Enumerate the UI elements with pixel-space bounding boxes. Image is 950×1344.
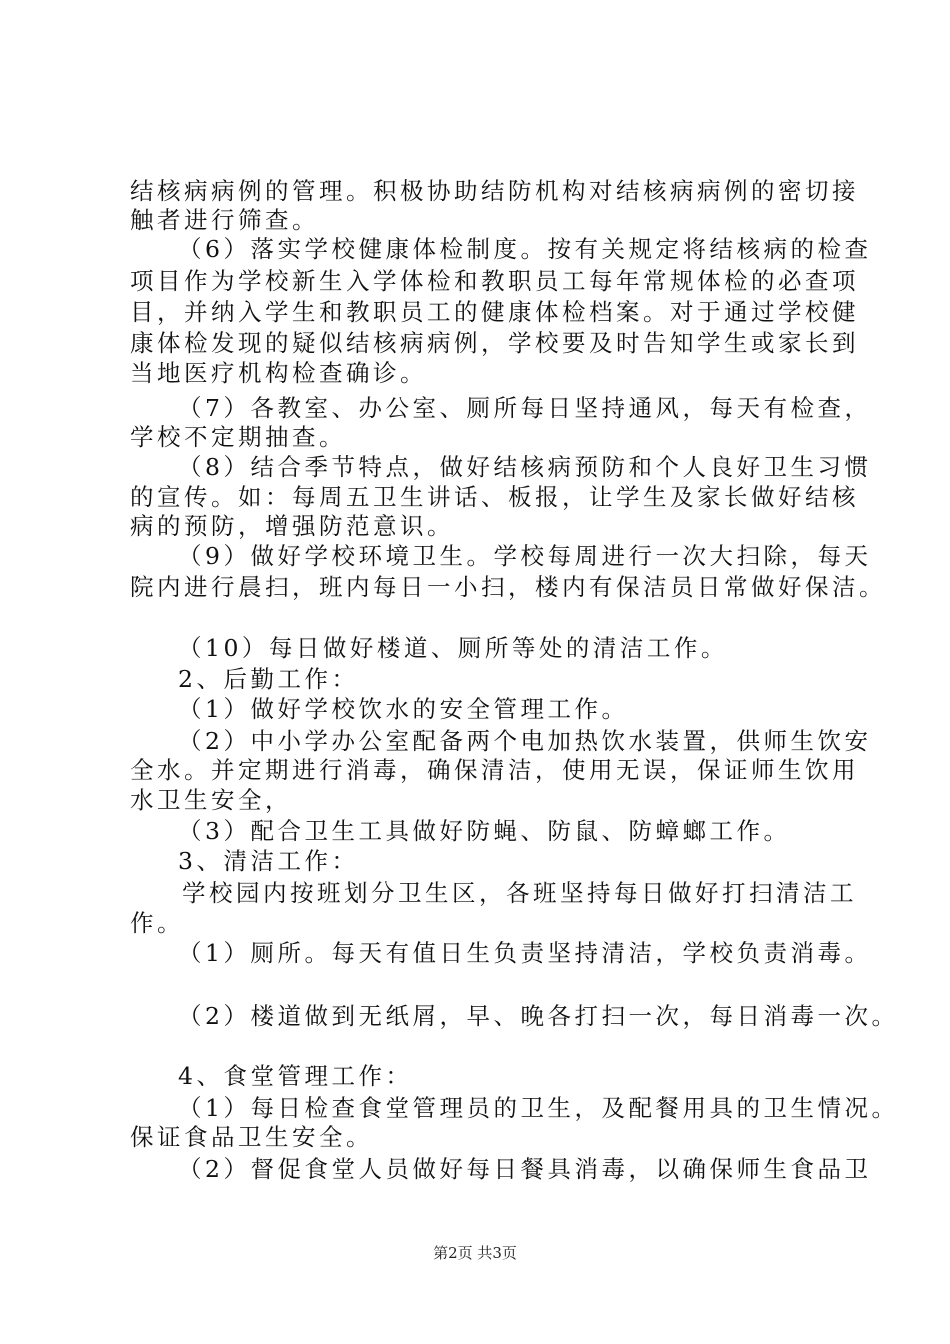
text-line: 作。 bbox=[130, 909, 184, 937]
text-line: 院内进行晨扫，班内每日一小扫，楼内有保洁员日常做好保洁。 bbox=[130, 573, 886, 601]
text-line: 水卫生安全， bbox=[130, 786, 292, 814]
text-line: （1）厕所。每天有值日生负责坚持清洁，学校负责消毒。 bbox=[178, 939, 872, 967]
text-line: 全水。并定期进行消毒，确保清洁，使用无误，保证师生饮用 bbox=[130, 756, 859, 784]
text-line: 触者进行筛查。 bbox=[130, 206, 319, 234]
text-line: 结核病病例的管理。积极协助结防机构对结核病病例的密切接 bbox=[130, 177, 859, 205]
text-line: （6）落实学校健康体检制度。按有关规定将结核病的检查 bbox=[178, 235, 872, 263]
text-line: 康体检发现的疑似结核病病例，学校要及时告知学生或家长到 bbox=[130, 329, 859, 357]
text-line: 项目作为学校新生入学体检和教职员工每年常规体检的必查项 bbox=[130, 267, 859, 295]
text-line: （8）结合季节特点，做好结核病预防和个人良好卫生习惯 bbox=[178, 453, 872, 481]
text-line: 目，并纳入学生和教职员工的健康体检档案。对于通过学校健 bbox=[130, 298, 859, 326]
text-line: （2）督促食堂人员做好每日餐具消毒，以确保师生食品卫 bbox=[178, 1155, 872, 1183]
text-line: 保证食品卫生安全。 bbox=[130, 1123, 373, 1151]
text-line: 当地医疗机构检查确诊。 bbox=[130, 359, 427, 387]
text-line: （3）配合卫生工具做好防蝇、防鼠、防蟑螂工作。 bbox=[178, 817, 791, 845]
text-line: 的宣传。如：每周五卫生讲话、板报，让学生及家长做好结核 bbox=[130, 483, 859, 511]
text-line: （2）楼道做到无纸屑，早、晚各打扫一次，每日消毒一次。 bbox=[178, 1002, 899, 1030]
section-heading: 2、后勤工作： bbox=[178, 665, 359, 693]
text-line: （9）做好学校环境卫生。学校每周进行一次大扫除，每天 bbox=[178, 542, 872, 570]
text-line: （1）做好学校饮水的安全管理工作。 bbox=[178, 695, 629, 723]
text-line: 学校园内按班划分卫生区，各班坚持每日做好打扫清洁工 bbox=[182, 879, 857, 907]
text-line: （10）每日做好楼道、厕所等处的清洁工作。 bbox=[178, 634, 728, 662]
section-heading: 3、清洁工作： bbox=[178, 847, 359, 875]
section-heading: 4、食堂管理工作： bbox=[178, 1062, 413, 1090]
page-number-footer: 第2页 共3页 bbox=[433, 1244, 517, 1262]
text-line: 学校不定期抽查。 bbox=[130, 423, 346, 451]
text-line: （1）每日检查食堂管理员的卫生，及配餐用具的卫生情况。 bbox=[178, 1094, 899, 1122]
text-line: （2）中小学办公室配备两个电加热饮水装置，供师生饮安 bbox=[178, 727, 872, 755]
text-line: 病的预防，增强防范意识。 bbox=[130, 512, 454, 540]
text-line: （7）各教室、办公室、厕所每日坚持通风，每天有检查， bbox=[178, 394, 872, 422]
